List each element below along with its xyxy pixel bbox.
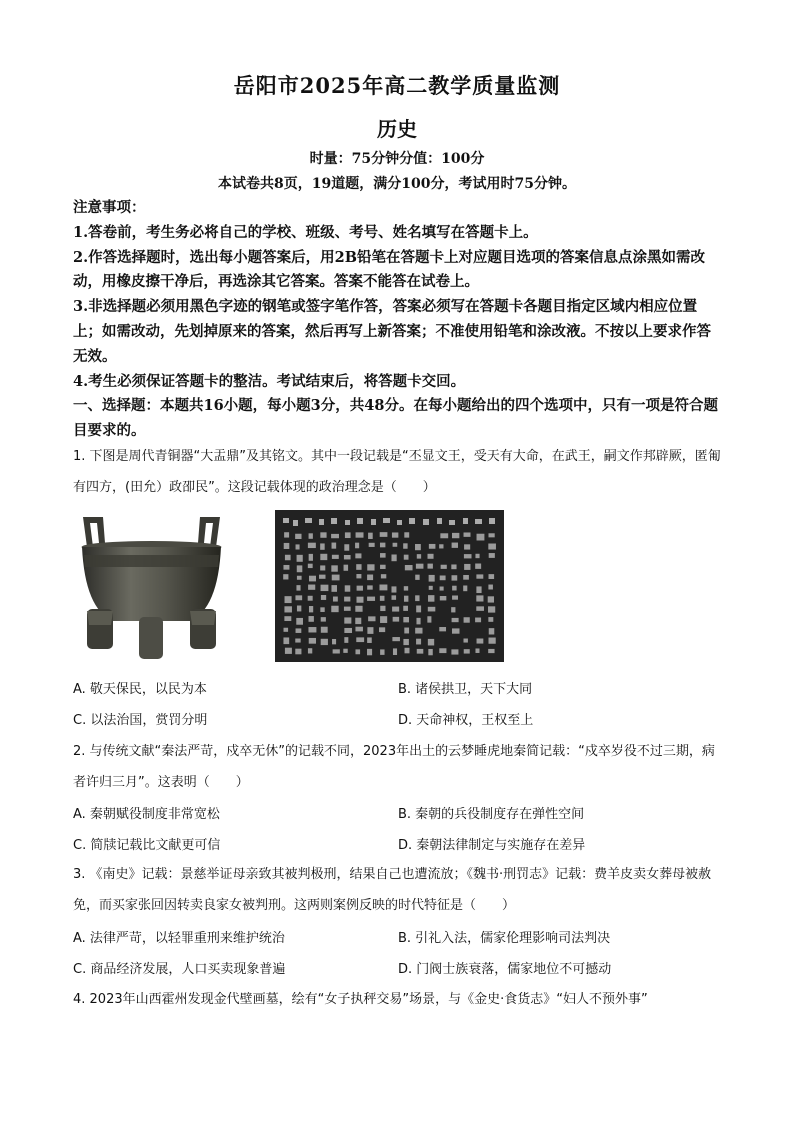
note-item: 1.答卷前，考生务必将自己的学校、班级、考号、姓名填写在答题卡上。 xyxy=(73,223,538,241)
inscription-pattern xyxy=(275,510,504,662)
note-item: 3.非选择题必须用黑色字迹的钢笔或签字笔作答，答案必须写在答题卡各题目指定区域内相应位置上；如需改动，先划掉原来的答案，然后再写上新答案；不准使用铅笔和涂改液。不按以上要求作答无效。 xyxy=(73,298,711,365)
question-3 xyxy=(73,859,725,921)
question-3-stem: 3. 《南史》记载：景慈举证母亲致其被判极刑，结果自己也遭流放；《魏书·刑罚志》记载：费羊皮卖女葬母被赦免，而买家张回因转卖良家女被判刑。这两则案例反映的时代特征是（ ） xyxy=(73,867,712,913)
inscription-rubbing-image xyxy=(275,510,504,662)
q1-option-b: B. 诸侯拱卫，天下大同 xyxy=(398,682,533,697)
q2-option-d: D. 秦朝法律制定与实施存在差异 xyxy=(398,838,586,853)
time-score-line: 时量：75分钟分值：100分 xyxy=(309,151,485,167)
q1-option-c: C. 以法治国，赏罚分明 xyxy=(73,713,208,728)
notes-heading: 注意事项： xyxy=(73,199,146,216)
q2-option-b: B. 秦朝的兵役制度存在弹性空间 xyxy=(398,807,585,822)
question-2-stem: 2. 与传统文献“秦法严苛，戍卒无休”的记载不同，2023年出土的云梦睡虎地秦简记载：“戍卒岁役不过三期，病者许归三月”。这表明（ ） xyxy=(73,744,715,790)
q1-option-d: D. 天命神权，王权至上 xyxy=(398,713,534,728)
exam-title: 岳阳市2025年高二教学质量监测 xyxy=(233,73,561,98)
bronze-ding-image xyxy=(73,513,230,661)
subject-title: 历史 xyxy=(377,117,417,141)
q3-option-b: B. 引礼入法，儒家伦理影响司法判决 xyxy=(398,931,611,946)
section-heading: 一、选择题：本题共16小题，每小题3分，共48分。在每小题给出的四个选项中，只有一项是符合题目要求的。 xyxy=(73,397,718,440)
question-4 xyxy=(73,984,725,1015)
q3-option-d: D. 门阀士族衰落，儒家地位不可撼动 xyxy=(398,962,612,977)
bronze-ding-drawing xyxy=(73,513,230,661)
paper-summary: 本试卷共8页，19道题，满分100分，考试用时75分钟。 xyxy=(218,176,576,192)
notes-block xyxy=(73,196,723,444)
q2-option-c: C. 简牍记载比文献更可信 xyxy=(73,838,221,853)
q3-option-c: C. 商品经济发展，人口买卖现象普遍 xyxy=(73,962,286,977)
q2-option-a: A. 秦朝赋役制度非常宽松 xyxy=(73,807,220,822)
question-4-stem: 4. 2023年山西霍州发现金代壁画墓，绘有“女子执秤交易”场景，与《金史·食货志》“妇人不预外事” xyxy=(73,992,648,1007)
note-item: 2.作答选择题时，选出每小题答案后，用2B铅笔在答题卡上对应题目选项的答案信息点涂黑如需改动，用橡皮擦干净后，再选涂其它答案。答案不能答在试卷上。 xyxy=(73,248,705,291)
q3-option-a: A. 法律严苛，以轻罪重刑来维护统治 xyxy=(73,931,285,946)
question-1 xyxy=(73,441,725,503)
note-item: 4.考生必须保证答题卡的整洁。考试结束后，将答题卡交回。 xyxy=(73,372,466,390)
question-2 xyxy=(73,736,725,798)
q1-option-a: A. 敬天保民，以民为本 xyxy=(73,682,207,697)
question-1-stem: 1. 下图是周代青铜器“大盂鼎”及其铭文。其中一段记载是“丕显文王，受天有大命，在武王，嗣文作邦辟厥，匿匍有四方，(田允）政卲民”。这段记载体现的政治理念是（ ） xyxy=(73,449,721,495)
